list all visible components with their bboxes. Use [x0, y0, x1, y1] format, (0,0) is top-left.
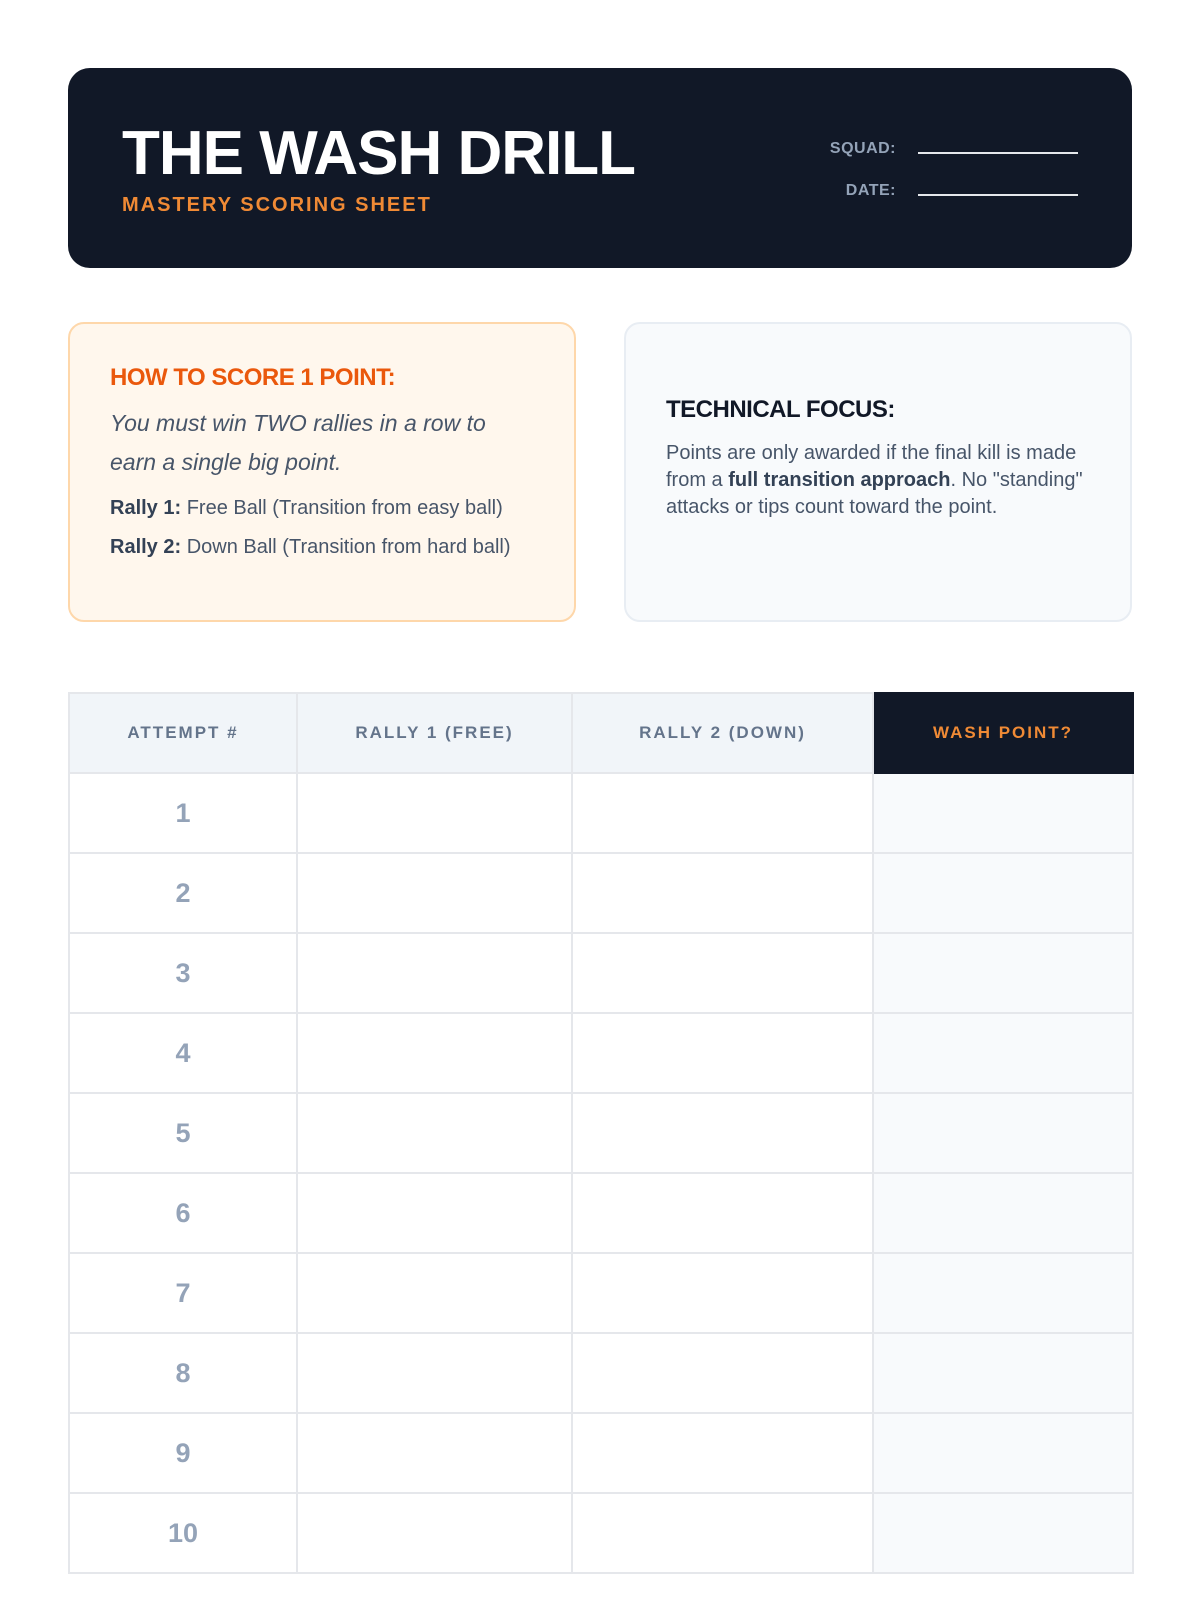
rally-1-cell[interactable] [297, 853, 572, 933]
rally-2-column-header: RALLY 2 (DOWN) [572, 693, 873, 773]
attempt-number: 7 [69, 1253, 297, 1333]
date-field [820, 182, 1078, 200]
rally-1-cell[interactable] [297, 1013, 572, 1093]
focus-text-emphasis: full transition approach [728, 469, 951, 491]
table-row [69, 1333, 1133, 1413]
wash-point-cell[interactable] [873, 1093, 1133, 1173]
rally-1-cell[interactable] [297, 1333, 572, 1413]
rally-1-cell[interactable] [297, 1253, 572, 1333]
attempt-number: 1 [69, 773, 297, 853]
technical-focus-card [624, 322, 1132, 622]
squad-field [820, 140, 1078, 158]
header-banner [68, 68, 1132, 268]
page-title: THE WASH DRILL [122, 119, 635, 188]
rally-2-cell[interactable] [572, 1413, 873, 1493]
wash-point-cell[interactable] [873, 1333, 1133, 1413]
rally-2-cell[interactable] [572, 773, 873, 853]
wash-point-column-header: WASH POINT? [873, 693, 1133, 773]
info-cards [68, 322, 1132, 622]
table-row [69, 1493, 1133, 1573]
table-header-row [69, 693, 1133, 773]
table-row [69, 1093, 1133, 1173]
how-to-score-intro: You must win TWO rallies in a row to earn a single big point. [110, 410, 486, 475]
rally-1-column-header: RALLY 1 (FREE) [297, 693, 572, 773]
date-label: DATE: [845, 182, 896, 199]
rally-1-cell[interactable] [297, 773, 572, 853]
rally-2-cell[interactable] [572, 1173, 873, 1253]
rally-1-cell[interactable] [297, 1093, 572, 1173]
rally-1-rule [110, 494, 534, 522]
attempt-number: 4 [69, 1013, 297, 1093]
rally-2-cell[interactable] [572, 1333, 873, 1413]
table-row [69, 933, 1133, 1013]
wash-point-cell[interactable] [873, 1413, 1133, 1493]
rally-2-cell[interactable] [572, 1013, 873, 1093]
scoring-table [68, 692, 1134, 1574]
technical-focus-text [666, 440, 1090, 521]
table-row [69, 1013, 1133, 1093]
table-row [69, 1253, 1133, 1333]
rally-2-cell[interactable] [572, 853, 873, 933]
focus-text-start: Points are only awarded if the final kill is made from a [666, 442, 1077, 491]
attempt-number: 3 [69, 933, 297, 1013]
squad-label: SQUAD: [829, 140, 896, 157]
technical-focus-title: TECHNICAL FOCUS: [666, 396, 895, 423]
attempt-column-header: ATTEMPT # [69, 693, 297, 773]
wash-point-cell[interactable] [873, 1173, 1133, 1253]
rally-2-cell[interactable] [572, 933, 873, 1013]
attempt-number: 9 [69, 1413, 297, 1493]
table-row [69, 1413, 1133, 1493]
wash-point-cell[interactable] [873, 1253, 1133, 1333]
rally-2-cell[interactable] [572, 1493, 873, 1573]
table-row [69, 773, 1133, 853]
date-write-line [918, 194, 1078, 196]
wash-point-cell[interactable] [873, 1493, 1133, 1573]
title-block [122, 119, 635, 268]
page-subtitle: MASTERY SCORING SHEET [122, 194, 432, 216]
attempt-number: 8 [69, 1333, 297, 1413]
rally-2-label: Rally 2: [110, 536, 182, 558]
attempt-number: 6 [69, 1173, 297, 1253]
rally-1-cell[interactable] [297, 1413, 572, 1493]
wash-point-cell[interactable] [873, 933, 1133, 1013]
rally-1-cell[interactable] [297, 933, 572, 1013]
wash-point-cell[interactable] [873, 773, 1133, 853]
rally-2-description: Down Ball (Transition from hard ball) [181, 536, 511, 558]
table-row [69, 853, 1133, 933]
rally-1-description: Free Ball (Transition from easy ball) [181, 497, 503, 519]
header-fields [820, 124, 1078, 268]
wash-point-cell[interactable] [873, 1013, 1133, 1093]
how-to-score-card [68, 322, 576, 622]
rally-1-cell[interactable] [297, 1493, 572, 1573]
squad-write-line [918, 152, 1078, 154]
table-row [69, 1173, 1133, 1253]
rally-1-cell[interactable] [297, 1173, 572, 1253]
focus-text-end: . No "standing" attacks or tips count toward the point. [666, 469, 1083, 518]
rally-2-cell[interactable] [572, 1253, 873, 1333]
rally-2-rule [110, 533, 534, 561]
wash-point-cell[interactable] [873, 853, 1133, 933]
attempt-number: 10 [69, 1493, 297, 1573]
rally-1-label: Rally 1: [110, 497, 182, 519]
attempt-number: 5 [69, 1093, 297, 1173]
how-to-score-title: HOW TO SCORE 1 POINT: [110, 364, 396, 391]
rally-2-cell[interactable] [572, 1093, 873, 1173]
attempt-number: 2 [69, 853, 297, 933]
